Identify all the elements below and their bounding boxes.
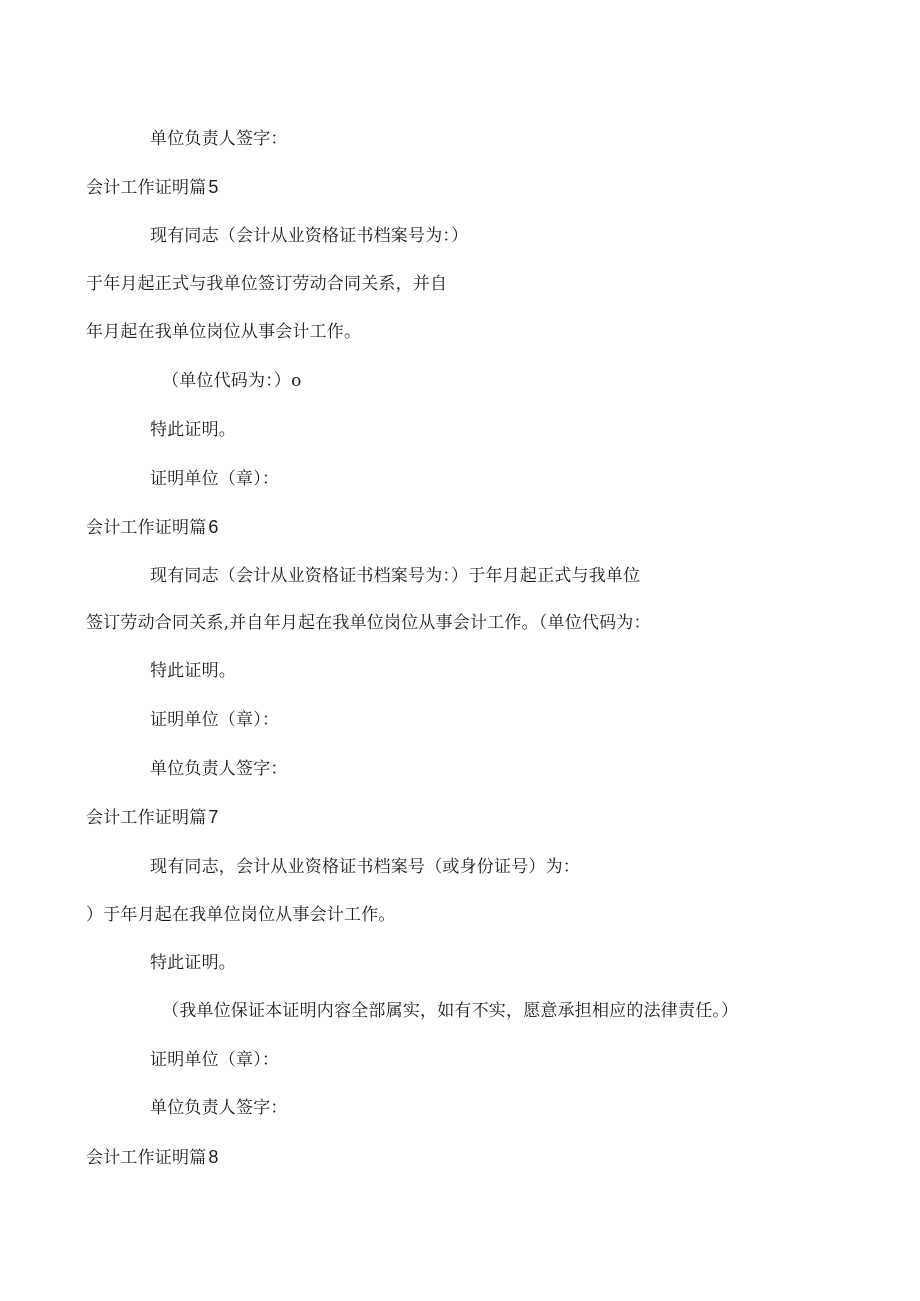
signature-line: 单位负责人签字： (150, 129, 288, 149)
heading-text: 会计工作证明篇 (86, 518, 207, 538)
certify-line: 特此证明。 (150, 661, 236, 681)
section-heading-7 (86, 805, 219, 830)
paragraph-line: 现有同志，会计从业资格证书档案号（或身份证号）为： (150, 857, 580, 877)
section-heading-8 (86, 1145, 219, 1170)
paragraph-line: ）于年月起在我单位岗位从事会计工作。 (86, 905, 396, 925)
unit-code-line: （单位代码为：）o (162, 371, 302, 391)
stamp-line: 证明单位（章）： (150, 469, 280, 489)
signature-line: 单位负责人签字： (150, 1098, 288, 1118)
certify-line: 特此证明。 (150, 420, 236, 440)
paragraph-line: 签订劳动合同关系,并自年月起在我单位岗位从事会计工作。（单位代码为： (86, 613, 651, 633)
paragraph-line: 现有同志（会计从业资格证书档案号为：）于年月起正式与我单位 (150, 566, 641, 586)
heading-text: 会计工作证明篇 (86, 808, 207, 828)
heading-text: 会计工作证明篇 (86, 178, 207, 198)
heading-number: 8 (208, 1147, 219, 1167)
paragraph-line: 现有同志（会计从业资格证书档案号为：） (150, 226, 469, 246)
stamp-line: 证明单位（章）： (150, 1050, 280, 1070)
section-heading-5 (86, 175, 219, 200)
signature-line: 单位负责人签字： (150, 759, 288, 779)
certify-line: 特此证明。 (150, 953, 236, 973)
stamp-line: 证明单位（章）： (150, 710, 280, 730)
section-heading-6 (86, 515, 219, 540)
heading-number: 7 (208, 807, 219, 827)
paragraph-line: 年月起在我单位岗位从事会计工作。 (86, 322, 362, 342)
heading-number: 5 (208, 177, 219, 197)
heading-text: 会计工作证明篇 (86, 1148, 207, 1168)
guarantee-line: （我单位保证本证明内容全部属实，如有不实，愿意承担相应的法律责任。） (162, 1001, 739, 1021)
heading-number: 6 (208, 517, 219, 537)
paragraph-line: 于年月起正式与我单位签订劳动合同关系，并自 (86, 274, 448, 294)
